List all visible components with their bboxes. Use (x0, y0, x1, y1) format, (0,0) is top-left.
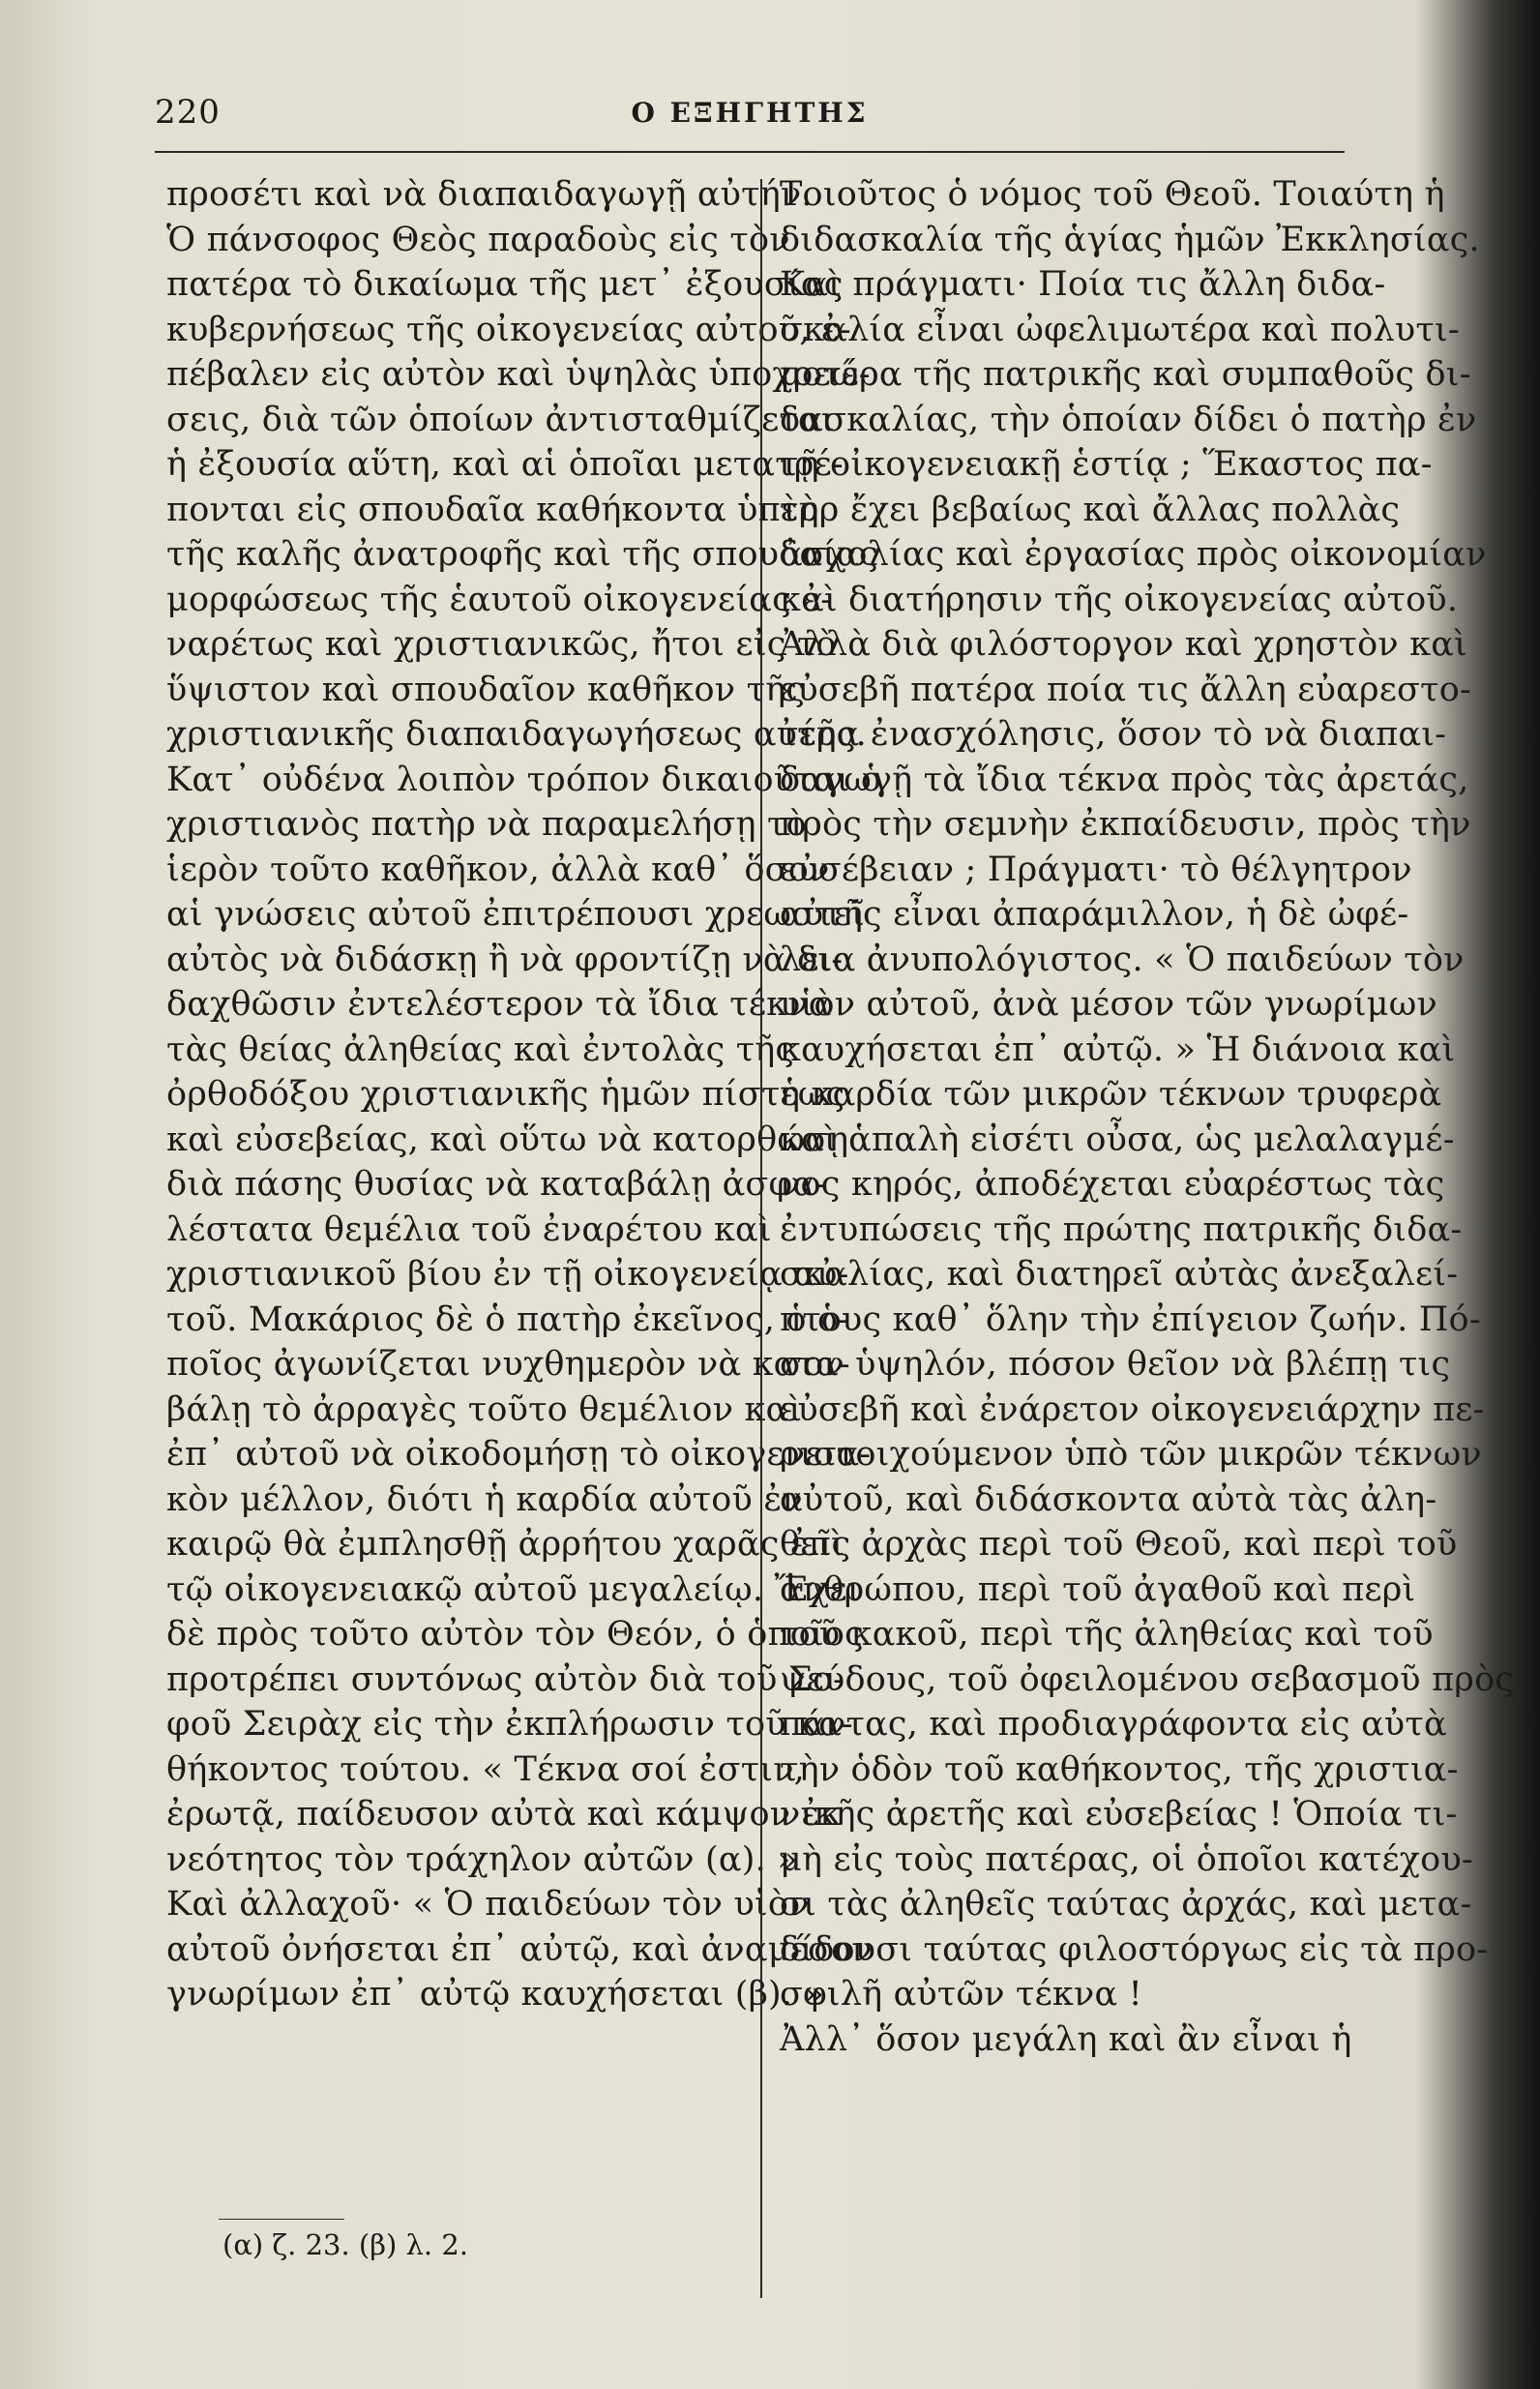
text-line: θήκοντος τούτου. « Τέκνα σοί ἐστιν, (166, 1749, 806, 1789)
text-line: δασκαλίας, τὴν ὁποίαν δίδει ὁ πατὴρ ἐν (780, 400, 1477, 439)
text-line: ἡ καρδία τῶν μικρῶν τέκνων τρυφερὰ (780, 1075, 1442, 1114)
text-line: διδασκαλία τῆς ἁγίας ἡμῶν Ἐκκλησίας. (780, 220, 1480, 259)
text-line: δίδουσι ταύτας φιλοστόργως εἰς τὰ προ- (780, 1929, 1489, 1969)
text-line: δαχθῶσιν ἐντελέστερον τὰ ἴδια τέκνα (166, 985, 832, 1024)
text-line: σκαλίας, καὶ διατηρεῖ αὐτὰς ἀνεξαλεί- (780, 1255, 1459, 1294)
text-line: σι τὰς ἀληθεῖς ταύτας ἀρχάς, καὶ μετα- (780, 1885, 1472, 1924)
text-line: θεῖς ἀρχὰς περὶ τοῦ Θεοῦ, καὶ περὶ τοῦ (780, 1525, 1458, 1564)
text-line: αὐτοῦ, καὶ διδάσκοντα αὐτὰ τὰς ἀλη- (780, 1479, 1437, 1519)
text-line: δὲ πρὸς τοῦτο αὐτὸν τὸν Θεόν, ὁ ὁποῖος (166, 1615, 864, 1654)
text-line: ριστοιχούμενον ὑπὸ τῶν μικρῶν τέκνων (780, 1435, 1482, 1474)
text-line: σον ὑψηλόν, πόσον θεῖον νὰ βλέπῃ τις (780, 1345, 1451, 1384)
text-line: πέβαλεν εἰς αὐτὸν καὶ ὑψηλὰς ὑποχρεώ- (166, 355, 871, 394)
text-line: ψεύδους, τοῦ ὀφειλομένου σεβασμοῦ πρὸς (780, 1659, 1515, 1699)
text-line: καὶ εὐσεβείας, καὶ οὕτω νὰ κατορθώσῃ (166, 1120, 849, 1159)
text-line: νος κηρός, ἀποδέχεται εὐαρέστως τὰς (780, 1165, 1445, 1204)
text-line: χριστιανὸς πατὴρ νὰ παραμελήσῃ τὸ (166, 805, 807, 844)
text-line: νεότητος τὸν τράχηλον αὐτῶν (α). » (166, 1839, 798, 1879)
text-line: τοῦ κακοῦ, περὶ τῆς ἀληθείας καὶ τοῦ (780, 1615, 1434, 1654)
text-line: Καὶ ἀλλαχοῦ· « Ὁ παιδεύων τὸν υἱὸν (166, 1885, 810, 1924)
text-line: νικῆς ἀρετῆς καὶ εὐσεβείας ! Ὁποία τι- (780, 1795, 1458, 1834)
text-line: κυβερνήσεως τῆς οἰκογενείας αὐτοῦ, ἐ- (166, 310, 851, 349)
text-line: προτρέπει συντόνως αὐτὸν διὰ τοῦ Σο- (166, 1659, 845, 1699)
text-line: ὀρθοδόξου χριστιανικῆς ἡμῶν πίστεως (166, 1075, 845, 1114)
text-line: ἀνθρώπου, περὶ τοῦ ἀγαθοῦ καὶ περὶ (780, 1569, 1416, 1609)
text-line: αὐτὸς νὰ διδάσκῃ ἢ νὰ φροντίζῃ νὰ δι- (166, 940, 844, 979)
text-line: ἡ ἐξουσία αὕτη, καὶ αἱ ὁποῖαι μετατρέ- (166, 445, 844, 484)
text-line: αἱ γνώσεις αὐτοῦ ἐπιτρέπουσι χρεωστεῖ (166, 895, 866, 934)
text-line: τῇ οἰκογενειακῇ ἑστίᾳ ; Ἕκαστος πα- (780, 445, 1433, 484)
text-line: διὰ πάσης θυσίας νὰ καταβάλῃ ἀσφα- (166, 1165, 828, 1204)
text-line: μορφώσεως τῆς ἑαυτοῦ οἰκογενείας ἐ- (166, 580, 833, 619)
text-line: εὐσεβῆ πατέρα ποία τις ἄλλη εὐαρεστο- (780, 670, 1472, 709)
text-line: δαγωγῇ τὰ ἴδια τέκνα πρὸς τὰς ἀρετάς, (780, 760, 1469, 799)
text-line: πρὸς τὴν σεμνὴν ἐκπαίδευσιν, πρὸς τὴν (780, 805, 1471, 844)
text-line: ναρέτως καὶ χριστιανικῶς, ἤτοι εἰς τὸ (166, 625, 837, 664)
text-line: υἱὸν αὐτοῦ, ἀνὰ μέσον τῶν γνωρίμων (780, 985, 1437, 1024)
text-line: τῷ οἰκογενειακῷ αὐτοῦ μεγαλείῳ. Ἔχει (166, 1569, 861, 1609)
text-line: μὴ εἰς τοὺς πατέρας, οἱ ὁποῖοι κατέχου- (780, 1839, 1473, 1879)
left-column (166, 172, 882, 2017)
text-line: λέστατα θεμέλια τοῦ ἐναρέτου καὶ (166, 1209, 772, 1249)
text-line: γνωρίμων ἐπ᾽ αὐτῷ καυχήσεται (β). » (166, 1975, 825, 2014)
page-header (155, 93, 1345, 137)
text-line: Ὁ πάνσοφος Θεὸς παραδοὺς εἰς τὸν (166, 220, 790, 259)
text-line: καιρῷ θὰ ἐμπλησθῇ ἀρρήτου χαρᾶς ἐπὶ (166, 1525, 844, 1564)
text-line: εὐσέβειαν ; Πράγματι· τὸ θέλγητρον (780, 850, 1412, 889)
footnote-rule (219, 2219, 344, 2220)
text-line: χριστιανικῆς διαπαιδαγωγήσεως αὐτῆς. (166, 715, 867, 754)
text-line: τοῦ. Μακάριος δὲ ὁ πατὴρ ἐκεῖνος, ὁ ὁ- (166, 1299, 850, 1339)
text-line: Τοιοῦτος ὁ νόμος τοῦ Θεοῦ. Τοιαύτη ἡ (780, 175, 1445, 214)
text-line: καυχήσεται ἐπ᾽ αὐτῷ. » Ἡ διάνοια καὶ (780, 1030, 1456, 1069)
text-line: αὐτῆς εἶναι ἀπαράμιλλον, ἡ δὲ ὠφέ- (780, 895, 1409, 934)
text-line: προσέτι καὶ νὰ διαπαιδαγωγῇ αὐτήν. (166, 175, 813, 214)
text-line: ἐπ᾽ αὐτοῦ νὰ οἰκοδομήσῃ τὸ οἰκογενεια- (166, 1435, 872, 1474)
text-line: ἱερὸν τοῦτο καθῆκον, ἀλλὰ καθ᾽ ὅσον (166, 850, 830, 889)
text-line: σφιλῆ αὐτῶν τέκνα ! (780, 1975, 1142, 2014)
text-line: πατέρα τὸ δικαίωμα τῆς μετ᾽ ἐξουσίας (166, 265, 844, 304)
text-line: κὸν μέλλον, διότι ἡ καρδία αὐτοῦ ἐν (166, 1479, 803, 1519)
text-line: πονται εἰς σπουδαῖα καθήκοντα ὑπὲρ (166, 490, 819, 529)
right-column (780, 172, 1515, 2062)
header-rule (155, 151, 1345, 153)
text-line: τέρα ἐνασχόλησις, ὅσον τὸ νὰ διαπαι- (780, 715, 1447, 754)
text-line: τῆς καλῆς ἀνατροφῆς καὶ τῆς σπουδαίας (166, 535, 878, 574)
text-line: Ἀλλὰ διὰ φιλόστοργον καὶ χρηστὸν καὶ (780, 625, 1468, 664)
text-line: εὐσεβῆ καὶ ἐνάρετον οἰκογενειάρχην πε- (780, 1389, 1485, 1429)
text-line: Ἀλλ᾽ ὅσον μεγάλη καὶ ἂν εἶναι ἡ (780, 2019, 1352, 2059)
text-line: ὕψιστον καὶ σπουδαῖον καθῆκον τῆς (166, 670, 806, 709)
text-line: ἐρωτᾷ, παίδευσον αὐτὰ καὶ κάμψον ἐκ (166, 1795, 842, 1834)
column-divider (760, 179, 762, 2298)
text-line: λεια ἀνυπολόγιστος. « Ὁ παιδεύων τὸν (780, 940, 1465, 979)
text-line: τὴν ὁδὸν τοῦ καθήκοντος, τῆς χριστια- (780, 1749, 1459, 1789)
text-line: πάντας, καὶ προδιαγράφοντα εἰς αὐτὰ (780, 1705, 1447, 1744)
text-line: καὶ διατήρησιν τῆς οἰκογενείας αὐτοῦ. (780, 580, 1459, 619)
text-line: καὶ ἁπαλὴ εἰσέτι οὖσα, ὡς μελαλαγμέ- (780, 1120, 1455, 1159)
footnote: (α) ζ. 23. (β) λ. 2. (222, 2228, 469, 2261)
text-line: ποῖος ἀγωνίζεται νυχθημερὸν νὰ κατα- (166, 1345, 850, 1384)
text-line: σεις, διὰ τῶν ὁποίων ἀντισταθμίζεται (166, 400, 835, 439)
text-line: χριστιανικοῦ βίου ἐν τῇ οἰκογενείᾳ αὐ- (166, 1255, 849, 1294)
text-line: σκαλία εἶναι ὠφελιμωτέρα καὶ πολυτι- (780, 310, 1460, 349)
text-line: μοτέρα τῆς πατρικῆς καὶ συμπαθοῦς δι- (780, 355, 1471, 394)
text-line: Κατ᾽ οὐδένα λοιπὸν τρόπον δικαιοῦται ὁ (166, 760, 882, 799)
text-line: τὴρ ἔχει βεβαίως καὶ ἄλλας πολλὰς (780, 490, 1401, 529)
text-line: πτους καθ᾽ ὅλην τὴν ἐπίγειον ζωήν. Πό- (780, 1299, 1481, 1339)
text-line: φοῦ Σειρὰχ εἰς τὴν ἐκπλήρωσιν τοῦ κα- (166, 1705, 853, 1744)
text-line: ἐντυπώσεις τῆς πρώτης πατρικῆς διδα- (780, 1209, 1463, 1249)
text-line: αὐτοῦ ὀνήσεται ἐπ᾽ αὐτῷ, καὶ ἀναμέσον (166, 1929, 873, 1969)
running-title: Ο ΕΞΗΓΗΤΗΣ (631, 97, 869, 129)
text-line: τὰς θείας ἀληθείας καὶ ἐντολὰς τῆς (166, 1030, 795, 1069)
text-line: βάλῃ τὸ ἀρραγὲς τοῦτο θεμέλιον καὶ (166, 1389, 803, 1429)
page-number: 220 (155, 93, 221, 132)
text-line: Καὶ πράγματι· Ποία τις ἄλλη διδα- (780, 265, 1386, 304)
text-line: ἀσχολίας καὶ ἐργασίας πρὸς οἰκονομίαν (780, 535, 1487, 574)
